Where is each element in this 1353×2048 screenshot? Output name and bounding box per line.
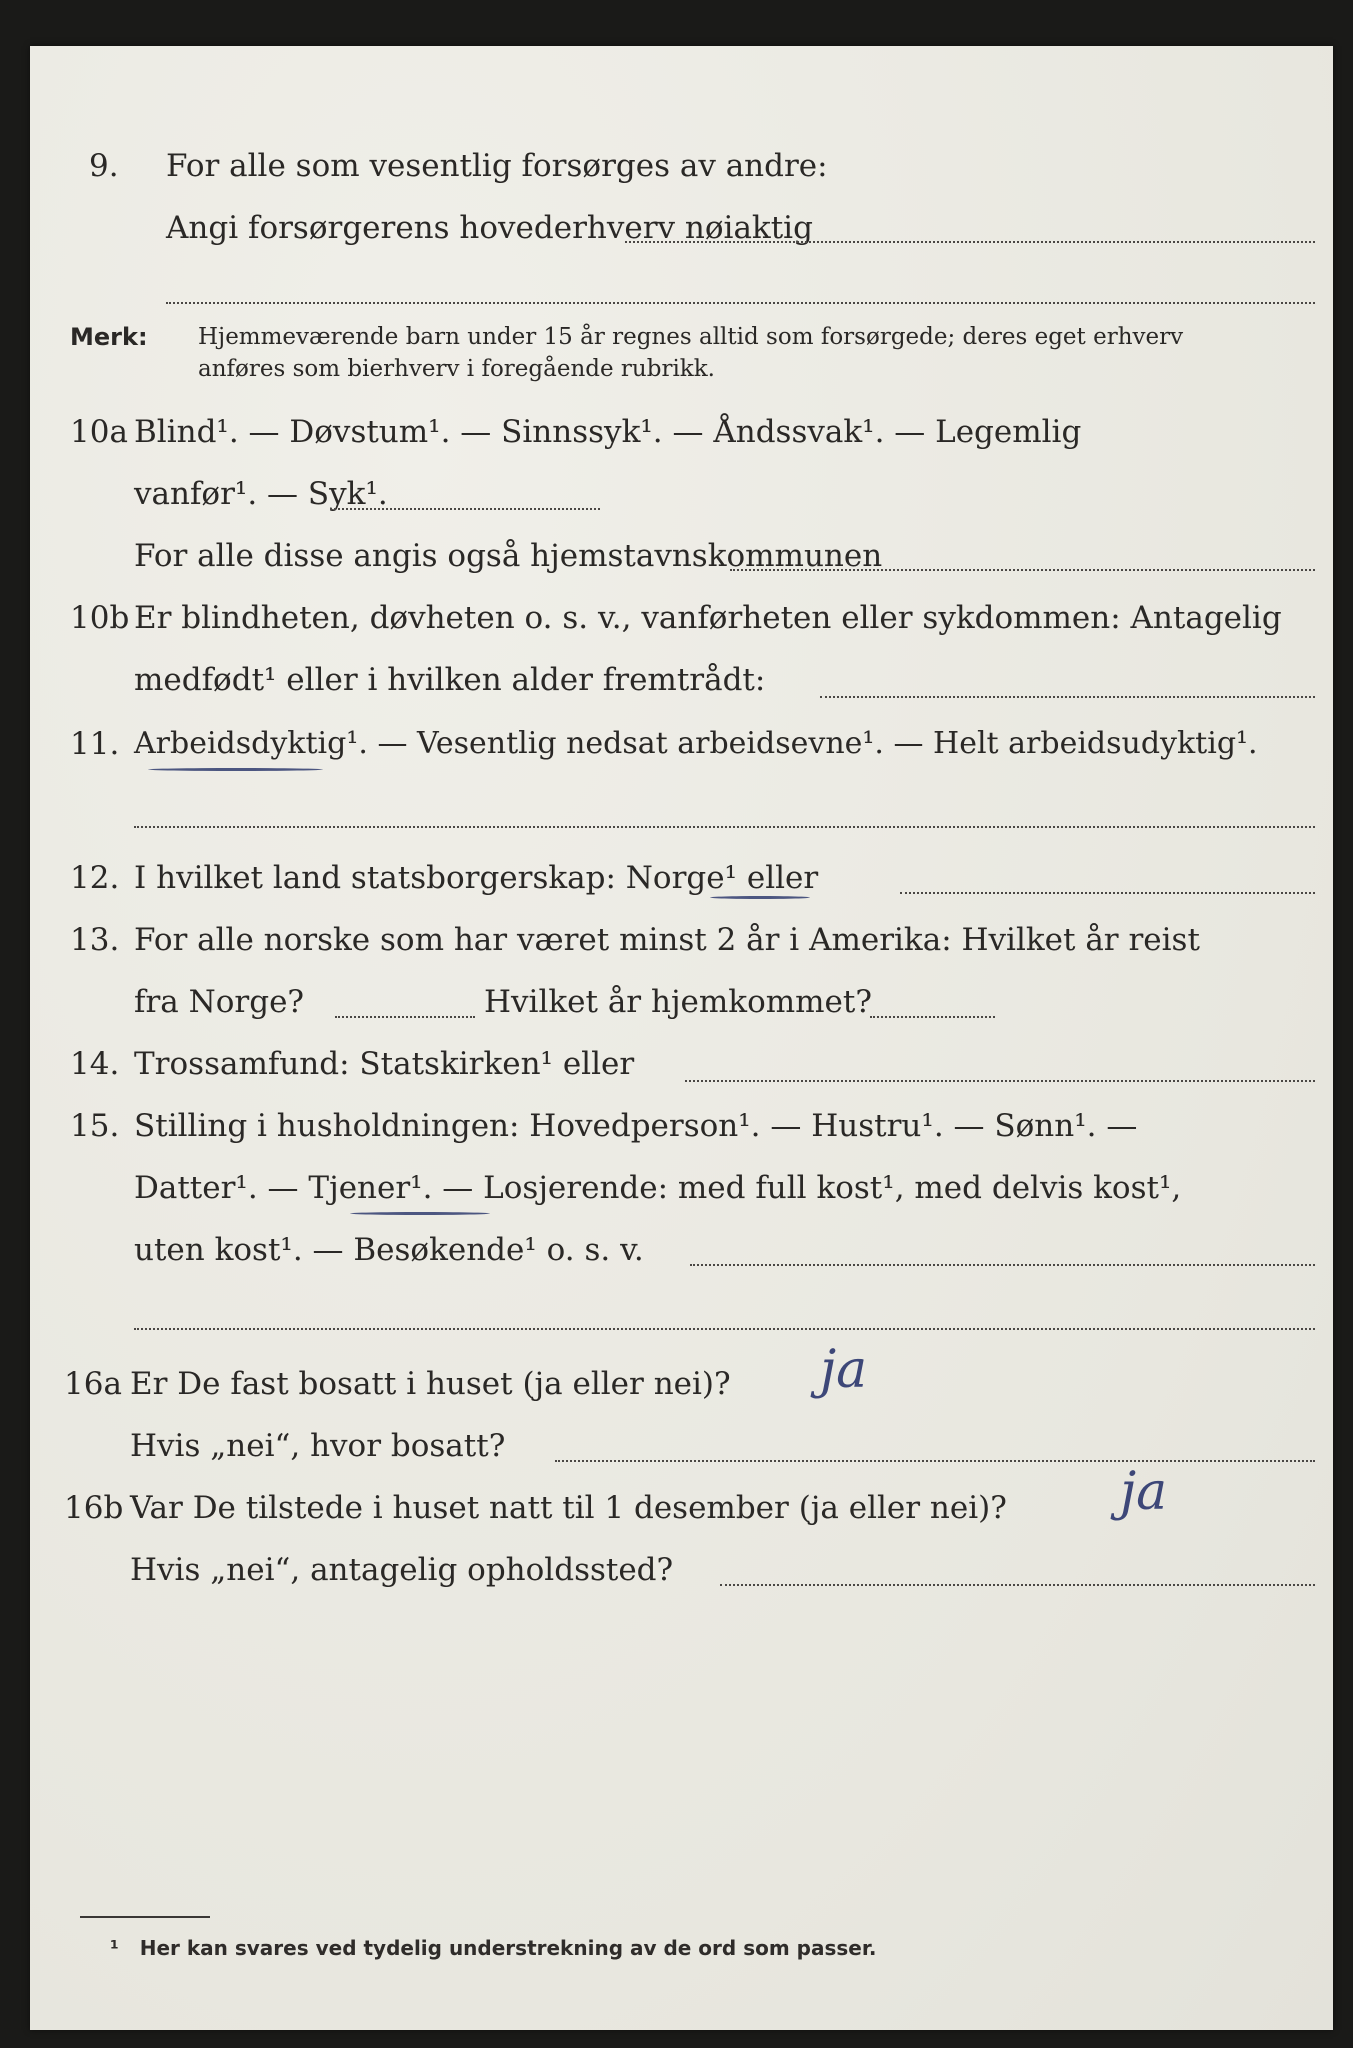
q12-answer-line[interactable] (900, 892, 1315, 894)
q10b-number: 10b (70, 600, 130, 636)
q15-answer-line2[interactable] (134, 1328, 1315, 1330)
q9-answer-line2[interactable] (166, 302, 1315, 304)
q9-line2: Angi forsørgerens hovederhverv nøiaktig (166, 210, 813, 246)
q15-line3: uten kost¹. — Besøkende¹ o. s. v. (134, 1232, 644, 1268)
merk-line1: Hjemmeværende barn under 15 år regnes alltid som forsørgede; deres eget erhverv (198, 324, 1184, 350)
q14-line1: Trossamfund: Statskirken¹ eller (134, 1046, 635, 1082)
q16a-line1: Er De fast bosatt i huset (ja eller nei)? (130, 1366, 731, 1402)
q16b-line2: Hvis „nei“, antagelig opholdssted? (130, 1552, 674, 1588)
q13-line2b: Hvilket år hjemkommet? (484, 984, 872, 1020)
q16a-number: 16a (64, 1366, 122, 1402)
q16b-line1: Var De tilstede i huset natt til 1 desember (ja eller nei)? (130, 1490, 1007, 1526)
census-form-page (30, 46, 1333, 2030)
q16b-handwritten-answer[interactable]: ja (1120, 1462, 1168, 1522)
q10b-line2: medfødt¹ eller i hvilken alder fremtrådt: (134, 662, 766, 698)
q13-line2a: fra Norge? (134, 984, 305, 1020)
q10b-line1: Er blindheten, døvheten o. s. v., vanførheten eller sykdommen: Antagelig (134, 600, 1282, 636)
q16a-bosatt-line[interactable] (555, 1460, 1315, 1462)
merk-line2: anføres som bierhverv i foregående rubrikk. (198, 356, 715, 382)
q9-number: 9. (89, 148, 119, 184)
footnote (110, 1936, 876, 1960)
q9-answer-line1[interactable] (625, 241, 1315, 243)
q10b-answer-line[interactable] (820, 696, 1315, 698)
q12-handwritten-underline (710, 896, 810, 899)
q13-line1: For alle norske som har været minst 2 år i Amerika: Hvilket år reist (134, 922, 1200, 958)
q11-answer-line[interactable] (134, 826, 1315, 828)
merk-label: Merk: (70, 323, 148, 351)
q13-reist-line[interactable] (335, 1016, 475, 1018)
footnote-text: Her kan svares ved tydelig understrekning av de ord som passer. (139, 1936, 877, 1960)
q13-number: 13. (70, 922, 120, 958)
footnote-rule (80, 1916, 210, 1918)
q16b-number: 16b (64, 1490, 124, 1526)
q11-number: 11. (70, 726, 120, 762)
q15-line2: Datter¹. — Tjener¹. — Losjerende: med full kost¹, med delvis kost¹, (134, 1170, 1182, 1206)
q14-answer-line[interactable] (685, 1080, 1315, 1082)
q16b-opholdssted-line[interactable] (720, 1584, 1315, 1586)
q15-answer-line1[interactable] (690, 1264, 1315, 1266)
q9-line1: For alle som vesentlig forsørges av andre: (166, 148, 828, 184)
q12-number: 12. (70, 860, 120, 896)
q15-handwritten-underline (350, 1212, 490, 1215)
q16a-handwritten-answer[interactable]: ja (820, 1340, 868, 1400)
q12-line1: I hvilket land statsborgerskap: Norge¹ eller (134, 860, 819, 896)
q10a-line3: For alle disse angis også hjemstavnskommunen (134, 538, 883, 574)
q14-number: 14. (70, 1046, 120, 1082)
q16a-line2: Hvis „nei“, hvor bosatt? (130, 1428, 506, 1464)
q11-line1: Arbeidsdyktig¹. — Vesentlig nedsat arbeidsevne¹. — Helt arbeidsudyktig¹. (134, 726, 1258, 761)
q13-hjemkommet-line[interactable] (870, 1016, 995, 1018)
q10a-line1: Blind¹. — Døvstum¹. — Sinnssyk¹. — Åndssvak¹. — Legemlig (134, 414, 1082, 450)
q11-handwritten-underline (148, 768, 323, 771)
q10a-hjemstavn-line[interactable] (730, 569, 1315, 571)
q15-number: 15. (70, 1108, 120, 1144)
q10a-line2: vanfør¹. — Syk¹. (134, 476, 388, 512)
q10a-number: 10a (70, 414, 128, 450)
q15-line1: Stilling i husholdningen: Hovedperson¹. — Hustru¹. — Sønn¹. — (134, 1108, 1138, 1144)
q10a-syk-line[interactable] (330, 508, 600, 510)
footnote-mark: ¹ (110, 1936, 119, 1960)
